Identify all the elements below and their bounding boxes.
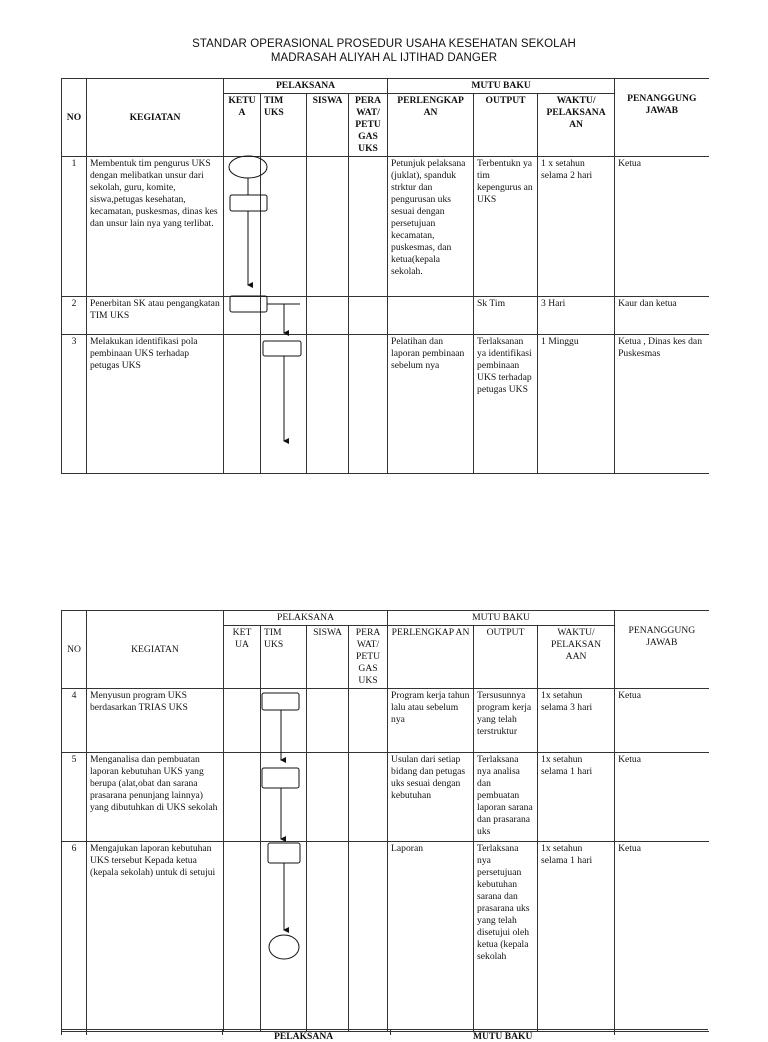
row-kegiatan: Menganalisa dan pembuatan laporan kebutuhan UKS yang berupa (alat,obat dan sarana prasarana penunjang lainnya) yang dibutuhkan di UKS sekolah: [87, 753, 224, 842]
row-output: Terlaksana nya persetujuan kebutuhan sarana dan prasarana uks yang telah disetujui oleh ketua (kepala sekolah: [474, 842, 538, 1032]
row-no: 1: [62, 157, 87, 297]
header-waktu: WAKTU/ PELAKSAN AAN: [538, 626, 615, 689]
header-perlengkapan: PERLENGKAP AN: [388, 94, 474, 157]
document-subtitle: MADRASAH ALIYAH AL IJTIHAD DANGER: [270, 52, 498, 64]
sop-table-2: [61, 610, 709, 1032]
row-penanggung: Ketua , Dinas kes dan Puskesmas: [615, 335, 709, 474]
flow-cell: [224, 157, 261, 297]
table-row: [62, 335, 709, 474]
row-waktu: 1 Minggu: [538, 335, 615, 474]
row-kegiatan: Penerbitan SK atau pengangkatan TIM UKS: [87, 297, 224, 335]
row-penanggung: Kaur dan ketua: [615, 297, 709, 335]
header-kegiatan: KEGIATAN: [87, 611, 224, 689]
header-tim-uks: TIM UKS: [261, 94, 307, 157]
header-pelaksana: PELAKSANA: [224, 79, 388, 94]
row-no: 3: [62, 335, 87, 474]
header-mutu-baku: MUTU BAKU: [388, 79, 615, 94]
header-tim-uks: TIM UKS: [261, 626, 307, 689]
row-penanggung: Ketua: [615, 753, 709, 842]
row-no: 4: [62, 689, 87, 753]
row-perlengkapan: [388, 297, 474, 335]
row-no: 2: [62, 297, 87, 335]
header-siswa: SISWA: [307, 626, 349, 689]
row-waktu: 1 x setahun selama 2 hari: [538, 157, 615, 297]
header-perlengkapan: PERLENGKAP AN: [388, 626, 474, 689]
row-kegiatan: Menyusun program UKS berdasarkan TRIAS UKS: [87, 689, 224, 753]
row-output: Terlaksana nya analisa dan pembuatan laporan sarana dan prasarana uks: [474, 753, 538, 842]
document-title: STANDAR OPERASIONAL PROSEDUR USAHA KESEHATAN SEKOLAH: [192, 38, 576, 50]
header-kegiatan: KEGIATAN: [87, 79, 224, 157]
row-waktu: 3 Hari: [538, 297, 615, 335]
table-row: [62, 157, 709, 297]
row-perlengkapan: Program kerja tahun lalu atau sebelum nya: [388, 689, 474, 753]
header-no: NO: [62, 611, 87, 689]
row-perlengkapan: Petunjuk pelaksana (juklat), spanduk strktur dan pengurusan uks sesuai dengan persetujuan kecamatan, puskesmas, dan ketua(kepala sekolah.: [388, 157, 474, 297]
row-output: Tersusunnya program kerja yang telah terstruktur: [474, 689, 538, 753]
row-kegiatan: Membentuk tim pengurus UKS dengan melibatkan unsur dari sekolah, guru, komite, siswa,petugas kesehatan, kecamatan, puskesmas, dinas kes dan unsur lain nya yang terlibat.: [87, 157, 224, 297]
header-ketua: KET UA: [224, 626, 261, 689]
header-siswa: SISWA: [307, 94, 349, 157]
row-kegiatan: Mengajukan laporan kebutuhan UKS tersebut Kepada ketua (kepala sekolah) untuk di setujui: [87, 842, 224, 1032]
row-output: Terlaksanan ya identifikasi pembinaan UKS terhadap petugas UKS: [474, 335, 538, 474]
header-pelaksana: PELAKSANA: [224, 611, 388, 626]
header-no: NO: [62, 79, 87, 157]
row-output: Terbentukn ya tim kepengurus an UKS: [474, 157, 538, 297]
table-3-top-border: [61, 1029, 708, 1030]
header-output: OUTPUT: [474, 94, 538, 157]
header-penanggung-jawab: PENANGGUNG JAWAB: [615, 79, 709, 157]
sop-table-1: [61, 78, 709, 474]
row-waktu: 1x setahun selama 3 hari: [538, 689, 615, 753]
table-row: [62, 842, 709, 1032]
table-row: [62, 297, 709, 335]
header-mutu-baku: MUTU BAKU: [388, 611, 615, 626]
header-perawat: PERA WAT/ PETU GAS UKS: [349, 94, 388, 157]
row-waktu: 1x setahun selama 1 hari: [538, 842, 615, 1032]
row-penanggung: Ketua: [615, 689, 709, 753]
row-kegiatan: Melakukan identifikasi pola pembinaan UKS terhadap petugas UKS: [87, 335, 224, 474]
row-output: Sk Tim: [474, 297, 538, 335]
table-row: [62, 753, 709, 842]
row-penanggung: Ketua: [615, 157, 709, 297]
row-perlengkapan: Laporan: [388, 842, 474, 1032]
header-ketua: KETU A: [224, 94, 261, 157]
table-row: [62, 689, 709, 753]
header-waktu: WAKTU/ PELAKSANA AN: [538, 94, 615, 157]
row-no: 6: [62, 842, 87, 1032]
table-3-header-mutu-baku: MUTU BAKU: [473, 1031, 533, 1042]
row-perlengkapan: Usulan dari setiap bidang dan petugas uks sesuai dengan kebutuhan: [388, 753, 474, 842]
row-no: 5: [62, 753, 87, 842]
header-output: OUTPUT: [474, 626, 538, 689]
row-penanggung: Ketua: [615, 842, 709, 1032]
row-waktu: 1x setahun selama 1 hari: [538, 753, 615, 842]
header-perawat: PERA WAT/ PETU GAS UKS: [349, 626, 388, 689]
row-perlengkapan: Pelatihan dan laporan pembinaan sebelum nya: [388, 335, 474, 474]
table-3-header-pelaksana: PELAKSANA: [274, 1031, 334, 1042]
header-penanggung-jawab: PENANGGUNG JAWAB: [615, 611, 709, 689]
